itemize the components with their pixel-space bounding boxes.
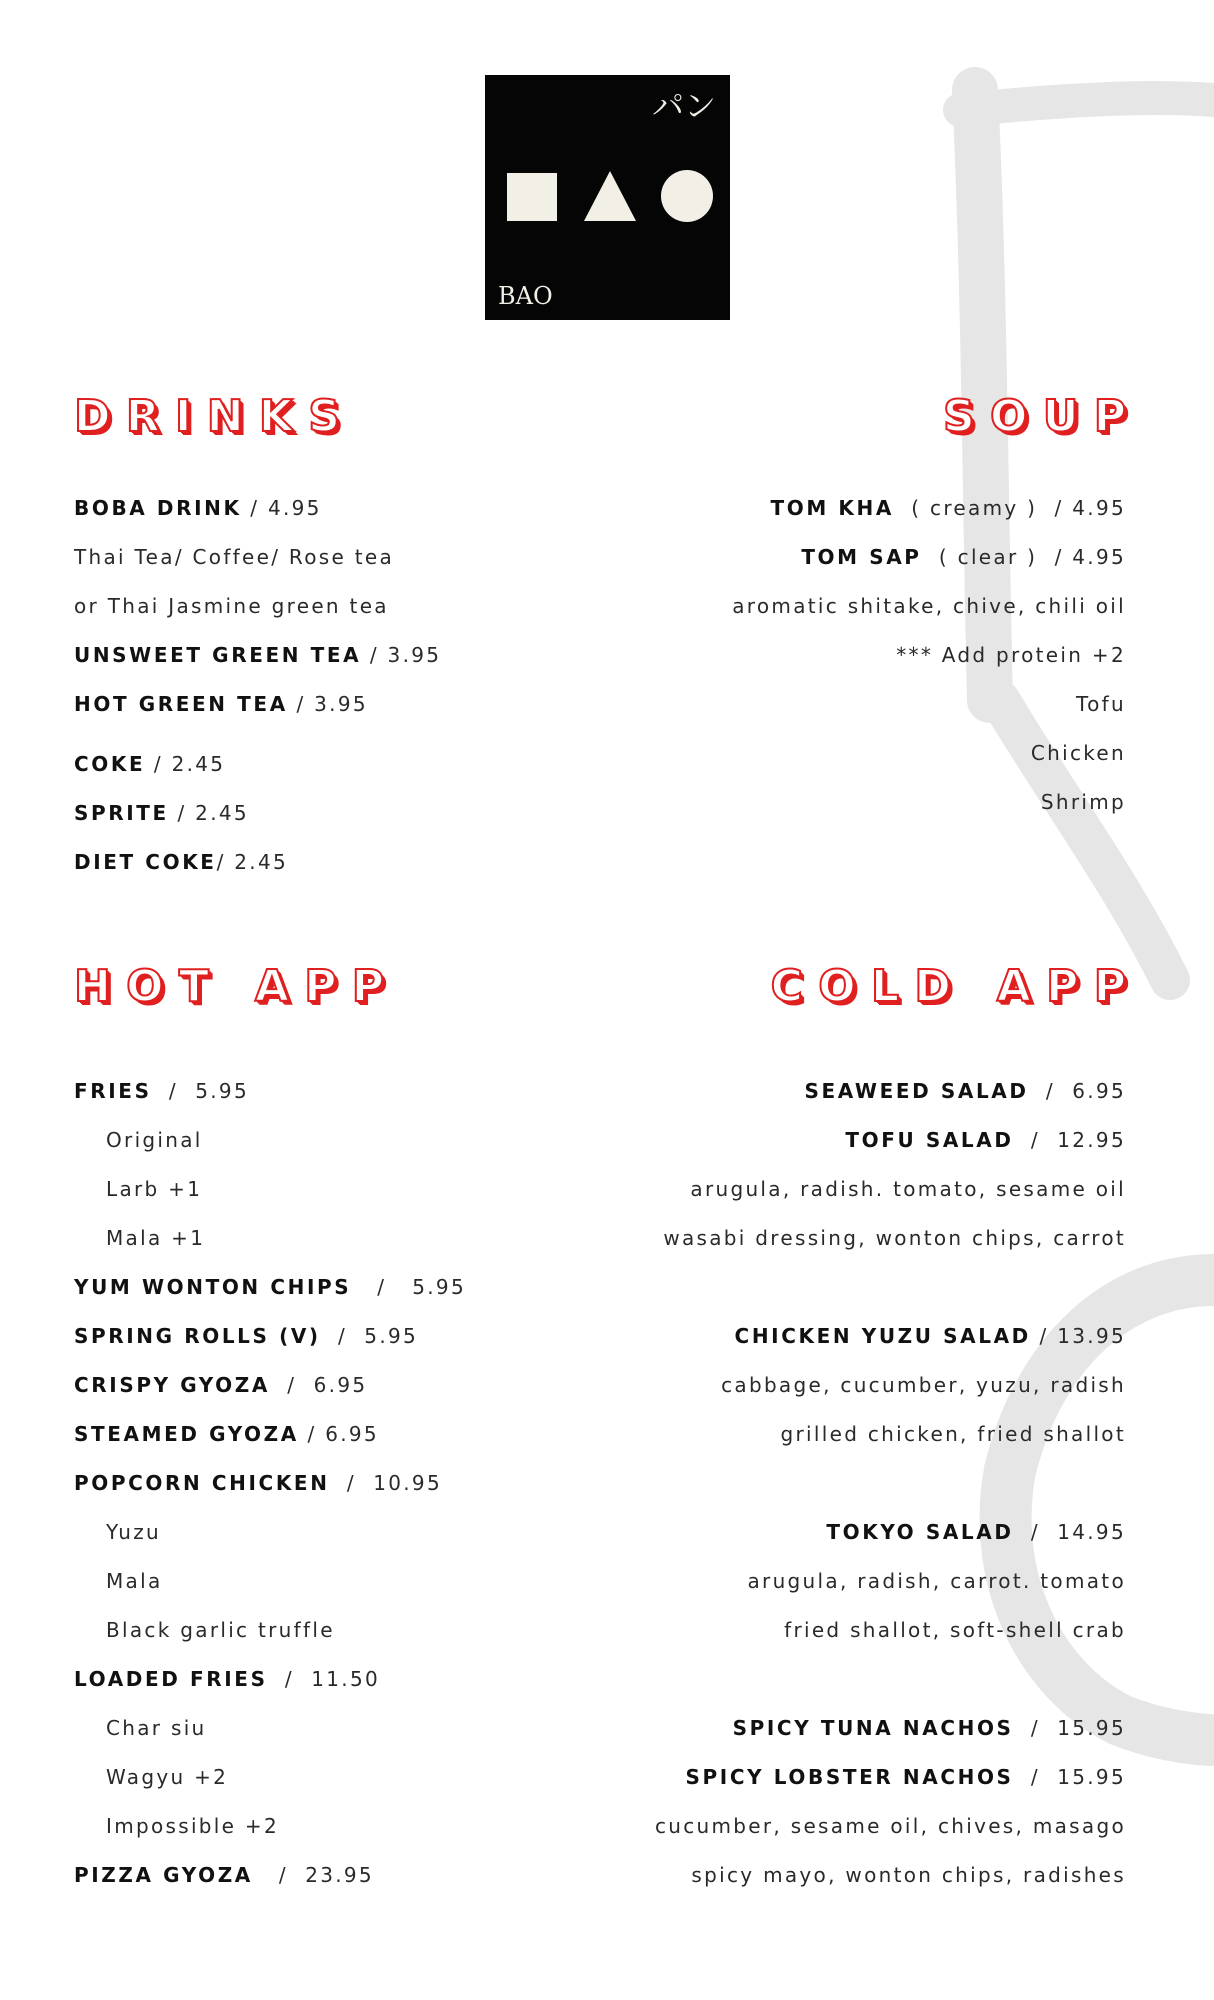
menu-item: TOM SAP ( clear ) / 4.95 bbox=[801, 545, 1126, 569]
menu-description: *** Add protein +2 bbox=[896, 643, 1126, 667]
menu-item: TOFU SALAD / 12.95 bbox=[845, 1128, 1126, 1152]
menu-item: HOT GREEN TEA / 3.95 bbox=[74, 692, 368, 716]
menu-item: SPICY TUNA NACHOS / 15.95 bbox=[732, 1716, 1126, 1740]
cold-app-heading: C O L D A P P bbox=[770, 961, 1126, 1012]
menu-item: BOBA DRINK / 4.95 bbox=[74, 496, 322, 520]
menu-description: aromatic shitake, chive, chili oil bbox=[732, 594, 1126, 618]
menu-option: Shrimp bbox=[1040, 790, 1126, 814]
menu-description: spicy mayo, wonton chips, radishes bbox=[691, 1863, 1126, 1887]
menu-option: Original bbox=[106, 1128, 203, 1152]
menu-item: UNSWEET GREEN TEA / 3.95 bbox=[74, 643, 442, 667]
menu-item: PIZZA GYOZA / 23.95 bbox=[74, 1863, 374, 1887]
menu-item: SPRITE / 2.45 bbox=[74, 801, 249, 825]
menu-item: STEAMED GYOZA / 6.95 bbox=[74, 1422, 379, 1446]
bao-logo bbox=[485, 75, 730, 320]
menu-option: Wagyu +2 bbox=[106, 1765, 229, 1789]
menu-item: CRISPY GYOZA / 6.95 bbox=[74, 1373, 368, 1397]
menu-description: Thai Tea/ Coffee/ Rose tea bbox=[74, 545, 395, 569]
menu-option: Mala bbox=[106, 1569, 163, 1593]
menu-item: TOM KHA ( creamy ) / 4.95 bbox=[770, 496, 1126, 520]
logo-japanese-text: パン bbox=[651, 87, 716, 125]
triangle-icon bbox=[584, 171, 636, 221]
menu-description: wasabi dressing, wonton chips, carrot bbox=[663, 1226, 1126, 1250]
menu-description: arugula, radish, carrot. tomato bbox=[747, 1569, 1126, 1593]
menu-item: SPRING ROLLS (V) / 5.95 bbox=[74, 1324, 419, 1348]
menu-item: SPICY LOBSTER NACHOS / 15.95 bbox=[685, 1765, 1126, 1789]
logo-brand-text: BAO bbox=[498, 282, 553, 310]
menu-item: FRIES / 5.95 bbox=[74, 1079, 249, 1103]
menu-description: cabbage, cucumber, yuzu, radish bbox=[721, 1373, 1126, 1397]
menu-option: Yuzu bbox=[106, 1520, 161, 1544]
menu-item: COKE / 2.45 bbox=[74, 752, 226, 776]
menu-option: Larb +1 bbox=[106, 1177, 203, 1201]
menu-option: Chicken bbox=[1030, 741, 1126, 765]
circle-icon bbox=[661, 170, 713, 222]
menu-item: CHICKEN YUZU SALAD / 13.95 bbox=[734, 1324, 1126, 1348]
menu-option: Tofu bbox=[1076, 692, 1126, 716]
menu-option: Black garlic truffle bbox=[106, 1618, 335, 1642]
menu-item: DIET COKE/ 2.45 bbox=[74, 850, 288, 874]
drinks-list bbox=[74, 484, 534, 887]
drinks-heading: D R I N K S bbox=[74, 391, 340, 442]
menu-option: Char siu bbox=[106, 1716, 207, 1740]
soup-heading: S O U P bbox=[942, 391, 1126, 442]
menu-description: grilled chicken, fried shallot bbox=[780, 1422, 1126, 1446]
menu-description: cucumber, sesame oil, chives, masago bbox=[654, 1814, 1126, 1838]
menu-description: or Thai Jasmine green tea bbox=[74, 594, 389, 618]
square-icon bbox=[507, 173, 557, 221]
hot-app-heading: H O T A P P bbox=[74, 961, 385, 1012]
menu-item: POPCORN CHICKEN / 10.95 bbox=[74, 1471, 442, 1495]
menu-item: LOADED FRIES / 11.50 bbox=[74, 1667, 381, 1691]
cold-app-list bbox=[506, 1067, 1126, 1900]
menu-description: fried shallot, soft-shell crab bbox=[784, 1618, 1126, 1642]
menu-item: TOKYO SALAD / 14.95 bbox=[826, 1520, 1126, 1544]
menu-item: YUM WONTON CHIPS / 5.95 bbox=[74, 1275, 466, 1299]
menu-description: arugula, radish. tomato, sesame oil bbox=[690, 1177, 1126, 1201]
menu-option: Impossible +2 bbox=[106, 1814, 280, 1838]
menu-item: SEAWEED SALAD / 6.95 bbox=[804, 1079, 1126, 1103]
soup-list bbox=[566, 484, 1126, 827]
menu-option: Mala +1 bbox=[106, 1226, 206, 1250]
